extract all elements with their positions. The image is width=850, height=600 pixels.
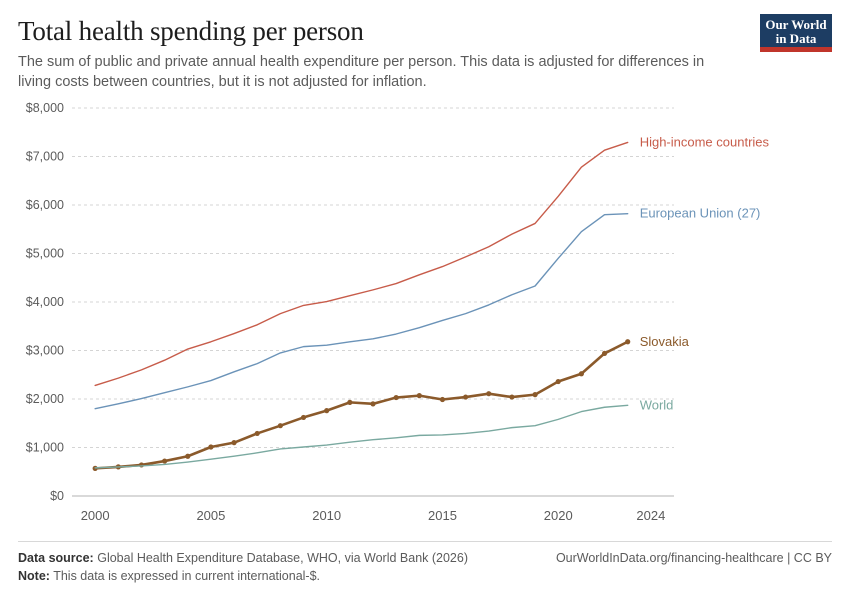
x-axis-tick-label: 2005 <box>196 508 226 523</box>
series-label-european-union-27-[interactable]: European Union (27) <box>639 205 761 221</box>
series-label-slovakia[interactable]: Slovakia <box>639 333 689 349</box>
data-source-label: Data source: <box>18 550 94 565</box>
logo-accent-bar <box>760 47 832 52</box>
logo-line-2: in Data <box>775 31 817 46</box>
series-line-european-union-27-[interactable] <box>95 214 628 409</box>
series-point <box>486 391 491 396</box>
series-line-high-income-countries[interactable] <box>95 142 628 385</box>
series-point <box>509 394 514 399</box>
note <box>18 567 320 586</box>
series-point <box>301 415 306 420</box>
data-source-text: Global Health Expenditure Database, WHO, via World Bank (2026) <box>97 550 469 565</box>
line-chart[interactable] <box>0 98 850 538</box>
series-point <box>463 394 468 399</box>
series-label-world[interactable]: World <box>639 397 674 413</box>
series-point <box>602 351 607 356</box>
footer-divider <box>18 541 832 542</box>
series-point <box>185 454 190 459</box>
series-point <box>255 431 260 436</box>
series-point <box>579 371 584 376</box>
x-axis-tick-label: 2024 <box>636 508 666 523</box>
x-axis-tick-label: 2020 <box>543 508 573 523</box>
chart-footer <box>18 541 832 587</box>
x-axis-tick-label: 2000 <box>80 508 110 523</box>
series-line-slovakia[interactable] <box>95 342 628 469</box>
series-point <box>324 408 329 413</box>
y-axis-tick-label: $5,000 <box>25 246 64 261</box>
series-point <box>139 462 144 467</box>
attribution-link[interactable]: OurWorldInData.org/financing-healthcare | CC BY <box>555 550 832 565</box>
series-point <box>162 458 167 463</box>
y-axis-tick-label: $7,000 <box>25 149 64 164</box>
series-point <box>208 444 213 449</box>
x-axis-tick-label: 2010 <box>312 508 342 523</box>
series-point <box>231 440 236 445</box>
note-text: This data is expressed in current international-$. <box>53 569 321 584</box>
y-axis-tick-label: $2,000 <box>25 392 64 406</box>
chart-canvas[interactable] <box>0 98 850 538</box>
y-axis-tick-label: $6,000 <box>25 198 64 212</box>
footer-note-row <box>18 567 832 586</box>
footer-source-row <box>18 549 832 568</box>
series-label-high-income-countries[interactable]: High-income countries <box>639 134 770 150</box>
y-axis-tick-label: $1,000 <box>25 440 64 455</box>
series-point <box>625 339 630 344</box>
series-point <box>347 400 352 405</box>
series-point <box>440 397 445 402</box>
series-point <box>556 379 561 384</box>
y-axis-tick-label: $8,000 <box>25 101 64 115</box>
page-subtitle: The sum of public and private annual health expenditure per person. This data is adjusted for differences in living costs between countries, but it is not adjusted for inflation. <box>18 54 705 90</box>
note-label: Note: <box>18 569 50 584</box>
owid-logo[interactable] <box>760 14 832 52</box>
page-title: Total health spending per person <box>18 16 364 46</box>
series-point <box>278 423 283 428</box>
logo-line-1: Our World <box>765 17 827 32</box>
series-point <box>532 392 537 397</box>
series-point <box>394 395 399 400</box>
series-point <box>417 393 422 398</box>
data-source <box>18 549 468 568</box>
series-point <box>370 401 375 406</box>
x-axis-tick-label: 2015 <box>428 508 457 523</box>
y-axis-tick-label: $3,000 <box>25 343 64 358</box>
y-axis-tick-label: $0 <box>50 489 64 503</box>
y-axis-tick-label: $4,000 <box>25 295 64 309</box>
